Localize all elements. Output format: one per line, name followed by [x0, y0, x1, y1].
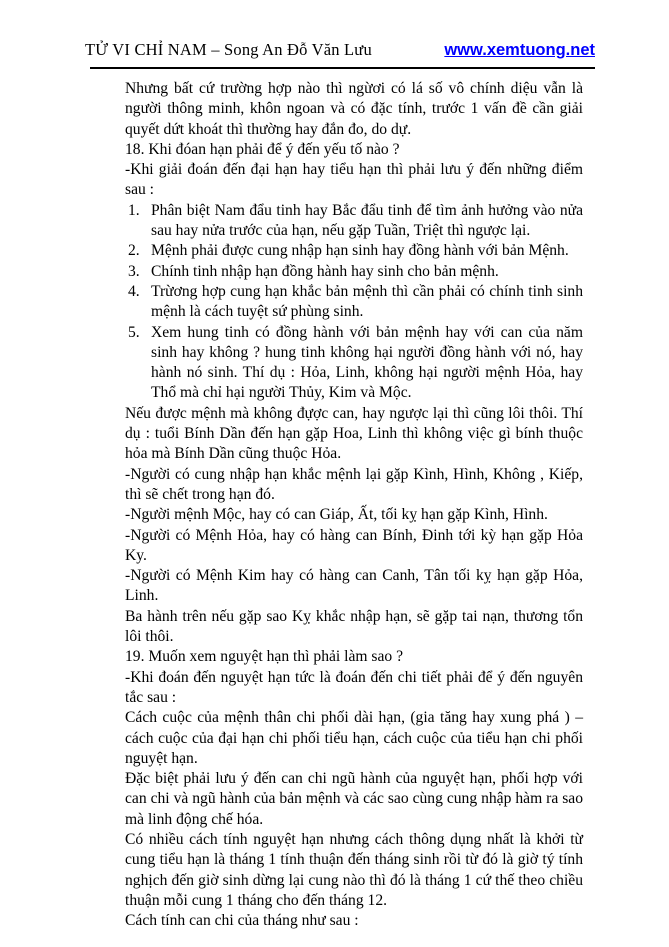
block-text: 19. Muốn xem nguyệt hạn thì phải làm sao ? — [125, 648, 404, 666]
page-header — [85, 40, 595, 60]
list-item — [125, 262, 583, 282]
paragraph — [125, 465, 583, 506]
block-text: Nhưng bất cứ trường hợp nào thì ngừơi có lá số vô chính diệu vẫn là người thông minh, khôn ngoan và có đặc tính, trước 1 vấn đề cần giải quyết dứt khoát thì thường hay đắn đo, do dự. — [125, 80, 583, 138]
paragraph — [125, 404, 583, 465]
paragraph — [125, 566, 583, 607]
list-item — [125, 201, 583, 242]
paragraph — [125, 140, 583, 160]
paragraph — [125, 526, 583, 567]
block-text: Chính tinh nhập hạn đồng hành hay sinh cho bản mệnh. — [151, 262, 499, 280]
paragraph — [125, 505, 583, 525]
list-number: 1. — [128, 201, 140, 219]
list-number: 3. — [128, 262, 140, 280]
block-text: Ba hành trên nếu gặp sao Kỵ khắc nhập hạn, sẽ gặp tai nạn, thương tổn lôi thôi. — [125, 607, 583, 646]
block-text: Cách tính can chi của tháng như sau : — [125, 912, 359, 930]
website-link[interactable]: www.xemtuong.net — [444, 41, 595, 59]
paragraph — [125, 769, 583, 830]
list-item — [125, 282, 583, 323]
block-text: -Khi giải đoán đến đại hạn hay tiểu hạn thì phải lưu ý đến những điểm sau : — [125, 161, 583, 199]
block-text: -Người có cung nhập hạn khắc mệnh lại gặp Kình, Hình, Không , Kiếp, thì sẽ chết trong hạn đó. — [125, 465, 583, 503]
block-text: 18. Khi đóan hạn phải để ý đến yếu tố nào ? — [125, 140, 400, 158]
document-title: TỬ VI CHỈ NAM – Song An Đỗ Văn Lưu — [85, 40, 372, 59]
list-item — [125, 241, 583, 261]
paragraph — [125, 911, 583, 931]
paragraph — [125, 79, 583, 140]
block-text: Đặc biệt phải lưu ý đến can chi ngũ hành của nguyệt hạn, phối hợp với can chi và ngũ hành của bản mệnh và các sao cùng cung nhập hàm ra sao mà linh động chế hóa. — [125, 770, 583, 828]
paragraph — [125, 647, 583, 667]
list-number: 5. — [128, 323, 140, 341]
list-item — [125, 323, 583, 404]
block-text: -Người có Mệnh Hỏa, hay có hàng can Bính, Đinh tới kỳ hạn gặp Hỏa Ky. — [125, 526, 583, 564]
block-text: Cách cuộc của mệnh thân chi phối dài hạn, (gia tăng hay xung phá ) –cách cuộc của đại hạn chi phối tiểu hạn, cách cuộc của tiểu hạn chi phối nguyệt hạn. — [125, 709, 583, 767]
block-text: Xem hung tinh có đồng hành với bản mệnh hay với can của năm sinh hay không ? hung tinh không hại người đồng hành với nó, hay hành nó sinh. Thí dụ : Hỏa, Linh, không hại người mệnh Hỏa, hay Thổ mà chỉ hại người Thủy, Kim và Mộc. — [151, 323, 583, 402]
paragraph — [125, 668, 583, 709]
header-divider — [90, 67, 595, 69]
document-body — [125, 79, 583, 931]
block-text: Nếu được mệnh mà không đựợc can, hay ngược lại thì cũng lôi thôi. Thí dụ : tuổi Bính Dần đến hạn gặp Hoa, Linh thì không việc gì bính thuộc hỏa mà Bính Dần cũng thuộc Hỏa. — [125, 404, 583, 463]
block-text: -Người có Mệnh Kim hay có hàng can Canh, Tân tối kỵ hạn gặp Hỏa, Linh. — [125, 567, 583, 605]
block-text: Mệnh phải được cung nhập hạn sinh hay đồng hành với bản Mệnh. — [151, 242, 569, 260]
block-text: -Khi đoán đến nguyệt hạn tức là đoán đến chi tiết phải để ý đến nguyên tắc sau : — [125, 668, 583, 706]
list-number: 4. — [128, 282, 140, 300]
block-text: Phân biệt Nam đẩu tinh hay Bắc đẩu tinh để tìm ảnh hưởng vào nửa sau hay nửa trước của hạn, nếu gặp Tuần, Triệt thì ngược lại. — [151, 201, 583, 240]
list-number: 2. — [128, 242, 140, 260]
paragraph — [125, 160, 583, 201]
block-text: Trừơng hợp cung hạn khắc bản mệnh thì cần phải có chính tinh sinh mệnh là cách tuyệt sứ phùng sinh. — [151, 282, 583, 321]
block-text: Có nhiều cách tính nguyệt hạn nhưng cách thông dụng nhất là khởi từ cung tiểu hạn là tháng 1 tính thuận đến tháng sinh rồi từ đó là giờ tý tính nghịch đến giờ sinh dừng lại cung nào thì đó là tháng 1 cứ thế theo chiều thuận mỗi cung 1 tháng cho đến tháng 12. — [125, 830, 583, 909]
paragraph — [125, 607, 583, 648]
paragraph — [125, 830, 583, 911]
paragraph — [125, 708, 583, 769]
block-text: -Người mệnh Mộc, hay có can Giáp, Ất, tối kỵ hạn gặp Kình, Hình. — [125, 506, 548, 524]
